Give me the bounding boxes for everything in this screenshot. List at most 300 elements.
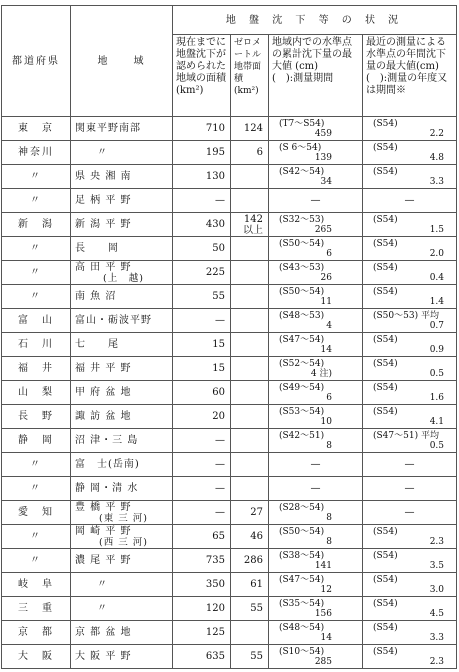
cell-area (71, 309, 173, 333)
cumulative-value: 6 (326, 248, 332, 259)
area-subname: (東 三 河) (99, 512, 148, 524)
cell-recent (363, 285, 457, 309)
area-name: 甲 府 盆 地 (75, 387, 132, 398)
recent-period: — (404, 195, 415, 206)
cell-prefecture (2, 117, 71, 141)
cumulative-period: (S10～54) (279, 646, 325, 657)
cell-recent (363, 117, 457, 141)
cell-prefecture (2, 549, 71, 573)
table-row (2, 333, 457, 357)
cell-area (71, 549, 173, 573)
cell-cumulative (269, 285, 363, 309)
cell-recent (363, 549, 457, 573)
cell-prefecture (2, 261, 71, 285)
area-name: 大 阪 平 野 (75, 651, 132, 662)
recent-period: (S54) (373, 646, 398, 657)
cell-area (71, 189, 173, 213)
prefecture-name: 〃 (30, 483, 42, 494)
cell-zero-meter-area (231, 501, 269, 525)
area-name: 南 魚 沼 (75, 291, 117, 302)
cell-cumulative (269, 621, 363, 645)
cell-area (71, 141, 173, 165)
cell-subsidence-area (173, 237, 231, 261)
cumulative-value: 26 (320, 272, 332, 283)
subsidence-area-value: 225 (205, 267, 225, 278)
cell-prefecture (2, 333, 71, 357)
cell-zero-meter-area (231, 189, 269, 213)
header-recent-note: ( ):測量の年度又は期間※ (366, 73, 448, 96)
recent-period: (S54) (373, 550, 398, 561)
cell-subsidence-area (173, 405, 231, 429)
area-name: 長 岡 (75, 243, 119, 254)
cell-zero-meter-area (231, 165, 269, 189)
cell-prefecture (2, 237, 71, 261)
cumulative-value: 459 (314, 128, 332, 139)
table-row (2, 573, 457, 597)
cell-cumulative (269, 237, 363, 261)
prefecture-name: 福 井 (18, 363, 54, 374)
recent-value: 3.3 (429, 176, 445, 187)
cell-recent (363, 429, 457, 453)
area-name: 〃 (75, 579, 108, 590)
cell-zero-meter-area (231, 333, 269, 357)
prefecture-name: 〃 (30, 267, 42, 278)
cell-subsidence-area (173, 525, 231, 549)
cell-zero-meter-area (231, 213, 269, 237)
cell-prefecture (2, 453, 71, 477)
prefecture-name: 京 都 (18, 627, 54, 638)
recent-value: 0.9 (429, 344, 445, 355)
table-row (2, 261, 457, 285)
subsidence-area-value: 710 (205, 123, 225, 134)
area-name: 富 士(岳南) (75, 459, 140, 470)
prefecture-name: 〃 (30, 243, 42, 254)
prefecture-name: 石 川 (18, 339, 54, 350)
cumulative-period: (T7～S54) (279, 118, 325, 129)
cell-zero-meter-area (231, 381, 269, 405)
table-row (2, 549, 457, 573)
cell-cumulative (269, 261, 363, 285)
subsidence-area-value: — (215, 435, 225, 446)
cell-subsidence-area (173, 645, 231, 669)
cell-area (71, 213, 173, 237)
cumulative-value: 14 (320, 344, 332, 355)
cumulative-period: (S42～51) (279, 430, 325, 441)
cell-area (71, 237, 173, 261)
recent-value: 4.1 (429, 416, 445, 427)
recent-value: 0.5 (429, 440, 445, 451)
cumulative-period: (S28～54) (279, 502, 325, 513)
cell-subsidence-area (173, 189, 231, 213)
table-row (2, 453, 457, 477)
cell-area (71, 597, 173, 621)
cumulative-period: (S35～54) (279, 598, 325, 609)
cell-zero-meter-area (231, 261, 269, 285)
recent-value: 4.5 (429, 608, 445, 619)
header-prefecture: 都道府県 (2, 6, 71, 117)
recent-period: (S54) (373, 598, 398, 609)
recent-period: (S54) (373, 166, 398, 177)
table-row (2, 285, 457, 309)
cell-recent (363, 189, 457, 213)
recent-period: (S54) (373, 118, 398, 129)
cell-cumulative (269, 333, 363, 357)
area-name: 〃 (75, 603, 108, 614)
cell-zero-meter-area (231, 117, 269, 141)
cell-zero-meter-area (231, 405, 269, 429)
subsidence-area-value: 125 (205, 627, 225, 638)
cell-cumulative (269, 165, 363, 189)
cell-recent (363, 645, 457, 669)
cumulative-value: 8 (326, 440, 332, 451)
prefecture-name: 富 山 (18, 315, 54, 326)
recent-period: (S54) (373, 262, 398, 273)
area-name: 足 柄 平 野 (75, 195, 132, 206)
area-subname: (上 越) (103, 272, 144, 284)
cell-zero-meter-area (231, 453, 269, 477)
cell-subsidence-area (173, 621, 231, 645)
recent-period: (S54) (373, 334, 398, 345)
cell-recent (363, 381, 457, 405)
cell-zero-meter-area (231, 597, 269, 621)
prefecture-name: 愛 知 (18, 507, 54, 518)
table-row (2, 477, 457, 501)
cumulative-value: 12 (320, 584, 332, 595)
cell-prefecture (2, 357, 71, 381)
cell-zero-meter-area (231, 141, 269, 165)
cumulative-value: 10 (320, 416, 332, 427)
recent-value: 0.7 (429, 320, 445, 331)
cumulative-value: 265 (314, 224, 332, 235)
cell-zero-meter-area (231, 573, 269, 597)
cell-recent (363, 597, 457, 621)
cell-subsidence-area (173, 477, 231, 501)
cumulative-value: 141 (314, 560, 332, 571)
subsidence-area-value: 120 (205, 603, 225, 614)
cell-area (71, 453, 173, 477)
cell-subsidence-area (173, 141, 231, 165)
recent-period: (S54) (373, 142, 398, 153)
area-name: 関東平野南部 (75, 123, 141, 134)
cell-recent (363, 165, 457, 189)
cell-subsidence-area (173, 309, 231, 333)
cell-prefecture (2, 645, 71, 669)
cell-prefecture (2, 621, 71, 645)
cell-cumulative (269, 429, 363, 453)
cell-cumulative (269, 189, 363, 213)
cumulative-period: (S 6～54) (279, 142, 322, 153)
recent-period: (S54) (373, 526, 398, 537)
recent-period: (S54) (373, 358, 398, 369)
recent-period: — (404, 507, 415, 518)
cumulative-period: (S48～54) (279, 622, 325, 633)
cumulative-period: (S52～54) (279, 358, 325, 369)
cumulative-value: 8 (326, 536, 332, 547)
subsidence-area-value: 50 (212, 243, 225, 254)
zero-meter-area-value: 55 (250, 651, 263, 662)
cell-area (71, 381, 173, 405)
area-name: 富山・砺波平野 (75, 315, 152, 326)
cell-prefecture (2, 477, 71, 501)
table-row (2, 621, 457, 645)
cell-cumulative (269, 381, 363, 405)
cell-zero-meter-area (231, 477, 269, 501)
cell-subsidence-area (173, 453, 231, 477)
cell-subsidence-area (173, 573, 231, 597)
subsidence-area-value: 130 (205, 171, 225, 182)
cell-area (71, 645, 173, 669)
subsidence-area-value: — (215, 315, 225, 326)
cell-cumulative (269, 357, 363, 381)
cell-area (71, 261, 173, 285)
table-row (2, 237, 457, 261)
cell-recent (363, 501, 457, 525)
area-name: 豊 橋 平 野 (75, 501, 132, 513)
subsidence-area-value: 20 (212, 411, 225, 422)
cell-prefecture (2, 213, 71, 237)
cell-subsidence-area (173, 357, 231, 381)
cumulative-period: (S47～54) (279, 334, 325, 345)
cell-prefecture (2, 573, 71, 597)
header-cumulative-note: ( ):測量期間 (272, 73, 334, 84)
zero-meter-area-value: 6 (256, 147, 263, 158)
cumulative-period: (S50～54) (279, 526, 325, 537)
cell-zero-meter-area (231, 621, 269, 645)
table-row (2, 165, 457, 189)
table-row (2, 405, 457, 429)
prefecture-name: 大 阪 (18, 651, 54, 662)
recent-value: 1.5 (429, 224, 445, 235)
subsidence-area-value: — (215, 483, 225, 494)
zero-meter-area-value: 142 以上 (243, 213, 263, 236)
cell-zero-meter-area (231, 429, 269, 453)
header-cumulative (269, 35, 363, 117)
cell-cumulative (269, 477, 363, 501)
prefecture-name: 三 重 (18, 603, 54, 614)
prefecture-name: 長 野 (18, 411, 54, 422)
header-subsidence-area: 現在までに地盤沈下が認められた地域の面積(km²) (173, 35, 231, 117)
subsidence-area-value: 430 (205, 219, 225, 230)
recent-value: 4.8 (429, 152, 445, 163)
header-group-title: 地 盤 沈 下 等 の 状 況 (173, 6, 457, 35)
cell-recent (363, 333, 457, 357)
header-area: 地 域 (71, 6, 173, 117)
prefecture-name: 〃 (30, 555, 42, 566)
area-name: 沼 津・三 島 (75, 435, 139, 446)
recent-value: 3.5 (429, 560, 445, 571)
recent-period: (S54) (373, 286, 398, 297)
cell-subsidence-area (173, 381, 231, 405)
cell-recent (363, 141, 457, 165)
cumulative-period: — (310, 483, 321, 494)
recent-value: 1.6 (429, 392, 445, 403)
cell-prefecture (2, 165, 71, 189)
cell-prefecture (2, 501, 71, 525)
cumulative-period: (S38～54) (279, 550, 325, 561)
table-row (2, 429, 457, 453)
cell-cumulative (269, 573, 363, 597)
cell-cumulative (269, 141, 363, 165)
prefecture-name: 東 京 (18, 123, 54, 134)
cumulative-period: — (310, 195, 321, 206)
header-recent (363, 35, 457, 117)
area-name: 七 尾 (75, 339, 119, 350)
cell-prefecture (2, 285, 71, 309)
subsidence-area-value: 60 (212, 387, 225, 398)
cumulative-period: (S43～53) (279, 262, 325, 273)
cumulative-period: (S48～53) (279, 310, 325, 321)
prefecture-name: 〃 (30, 531, 42, 542)
recent-value: 0.4 (429, 272, 445, 283)
recent-value: 3.0 (429, 584, 445, 595)
prefecture-name: 〃 (30, 195, 42, 206)
cell-subsidence-area (173, 261, 231, 285)
cell-cumulative (269, 309, 363, 333)
cumulative-period: (S49～54) (279, 382, 325, 393)
cumulative-period: (S32～53) (279, 214, 325, 225)
table-row (2, 213, 457, 237)
table-row (2, 189, 457, 213)
cell-area (71, 285, 173, 309)
subsidence-area-value: 55 (212, 291, 225, 302)
recent-period: (S54) (373, 382, 398, 393)
prefecture-name: 山 梨 (18, 387, 54, 398)
area-name: 岡 崎 平 野 (75, 525, 132, 537)
cell-recent (363, 525, 457, 549)
area-name: 〃 (75, 147, 108, 158)
area-name: 静 岡・清 水 (75, 483, 139, 494)
subsidence-table (1, 5, 457, 669)
subsidence-area-value: — (215, 459, 225, 470)
cell-cumulative (269, 549, 363, 573)
recent-period: (S47～51) 平均 (373, 430, 439, 441)
cell-subsidence-area (173, 165, 231, 189)
prefecture-name: 新 潟 (18, 219, 54, 230)
cell-recent (363, 309, 457, 333)
header-recent-label: 最近の測量による水準点の年間沈下量の最大値(cm) (366, 37, 446, 72)
cell-prefecture (2, 405, 71, 429)
recent-value: 2.2 (429, 128, 445, 139)
cumulative-period: (S53～54) (279, 406, 325, 417)
zero-meter-area-value: 124 (243, 123, 263, 134)
subsidence-area-value: 635 (205, 651, 225, 662)
cell-recent (363, 213, 457, 237)
cumulative-period: (S50～54) (279, 286, 325, 297)
table-row (2, 501, 457, 525)
cell-zero-meter-area (231, 357, 269, 381)
cumulative-period: (S47～54) (279, 574, 325, 585)
cell-area (71, 429, 173, 453)
subsidence-area-value: — (215, 507, 225, 518)
cell-area (71, 117, 173, 141)
zero-meter-area-value: 46 (250, 531, 263, 542)
cell-recent (363, 453, 457, 477)
table-row (2, 597, 457, 621)
area-name: 諏 訪 盆 地 (75, 411, 132, 422)
cell-recent (363, 237, 457, 261)
cell-zero-meter-area (231, 237, 269, 261)
area-name: 濃 尾 平 野 (75, 555, 132, 566)
cell-prefecture (2, 429, 71, 453)
cell-prefecture (2, 309, 71, 333)
prefecture-name: 岐 阜 (18, 579, 54, 590)
cell-cumulative (269, 645, 363, 669)
cell-zero-meter-area (231, 549, 269, 573)
cell-subsidence-area (173, 597, 231, 621)
cell-subsidence-area (173, 117, 231, 141)
subsidence-area-value: 350 (205, 579, 225, 590)
prefecture-name: 〃 (30, 459, 42, 470)
recent-value: 3.3 (429, 632, 445, 643)
recent-value: 0.5 (429, 368, 445, 379)
cell-area (71, 165, 173, 189)
cell-cumulative (269, 453, 363, 477)
cell-zero-meter-area (231, 645, 269, 669)
cell-prefecture (2, 525, 71, 549)
prefecture-name: 〃 (30, 171, 42, 182)
cell-subsidence-area (173, 549, 231, 573)
zero-meter-area-value: 55 (250, 603, 263, 614)
cell-subsidence-area (173, 333, 231, 357)
area-name: 高 田 平 野 (75, 261, 132, 273)
cell-prefecture (2, 597, 71, 621)
table-row (2, 645, 457, 669)
cell-cumulative (269, 501, 363, 525)
cumulative-value: 156 (314, 608, 332, 619)
subsidence-area-value: 195 (205, 147, 225, 158)
cell-zero-meter-area (231, 309, 269, 333)
cumulative-value: 4 (326, 320, 332, 331)
cell-subsidence-area (173, 285, 231, 309)
cell-prefecture (2, 141, 71, 165)
recent-period: — (404, 459, 415, 470)
cumulative-value: 285 (314, 656, 332, 667)
cumulative-value: 11 (320, 296, 332, 307)
cell-area (71, 405, 173, 429)
prefecture-name: 〃 (30, 291, 42, 302)
area-subname: (西 三 河) (99, 536, 148, 548)
cumulative-period: (S50～54) (279, 238, 325, 249)
cell-recent (363, 261, 457, 285)
cell-prefecture (2, 381, 71, 405)
cell-cumulative (269, 525, 363, 549)
recent-period: — (404, 483, 415, 494)
cumulative-value: 14 (320, 632, 332, 643)
recent-value: 1.4 (429, 296, 445, 307)
cumulative-value: 4 注) (310, 368, 332, 379)
subsidence-area-value: 15 (212, 339, 225, 350)
zero-meter-area-value: 27 (250, 507, 263, 518)
cumulative-period: — (310, 459, 321, 470)
cell-area (71, 333, 173, 357)
cumulative-value: 34 (320, 176, 332, 187)
cell-area (71, 621, 173, 645)
table-row (2, 309, 457, 333)
cell-cumulative (269, 213, 363, 237)
subsidence-area-value: 65 (212, 531, 225, 542)
subsidence-area-value: — (215, 195, 225, 206)
header-cumulative-label: 地域内での水準点の累計沈下量の最大値 (cm) (272, 37, 352, 72)
recent-value: 2.3 (429, 536, 445, 547)
cell-area (71, 573, 173, 597)
header-zero-meter-area: ゼロメートル地帯面 積(km²) (231, 35, 269, 117)
recent-period: (S54) (373, 622, 398, 633)
recent-period: (S54) (373, 238, 398, 249)
cumulative-period: (S42～54) (279, 166, 325, 177)
prefecture-name: 静 岡 (18, 435, 54, 446)
cell-area (71, 357, 173, 381)
cell-recent (363, 573, 457, 597)
